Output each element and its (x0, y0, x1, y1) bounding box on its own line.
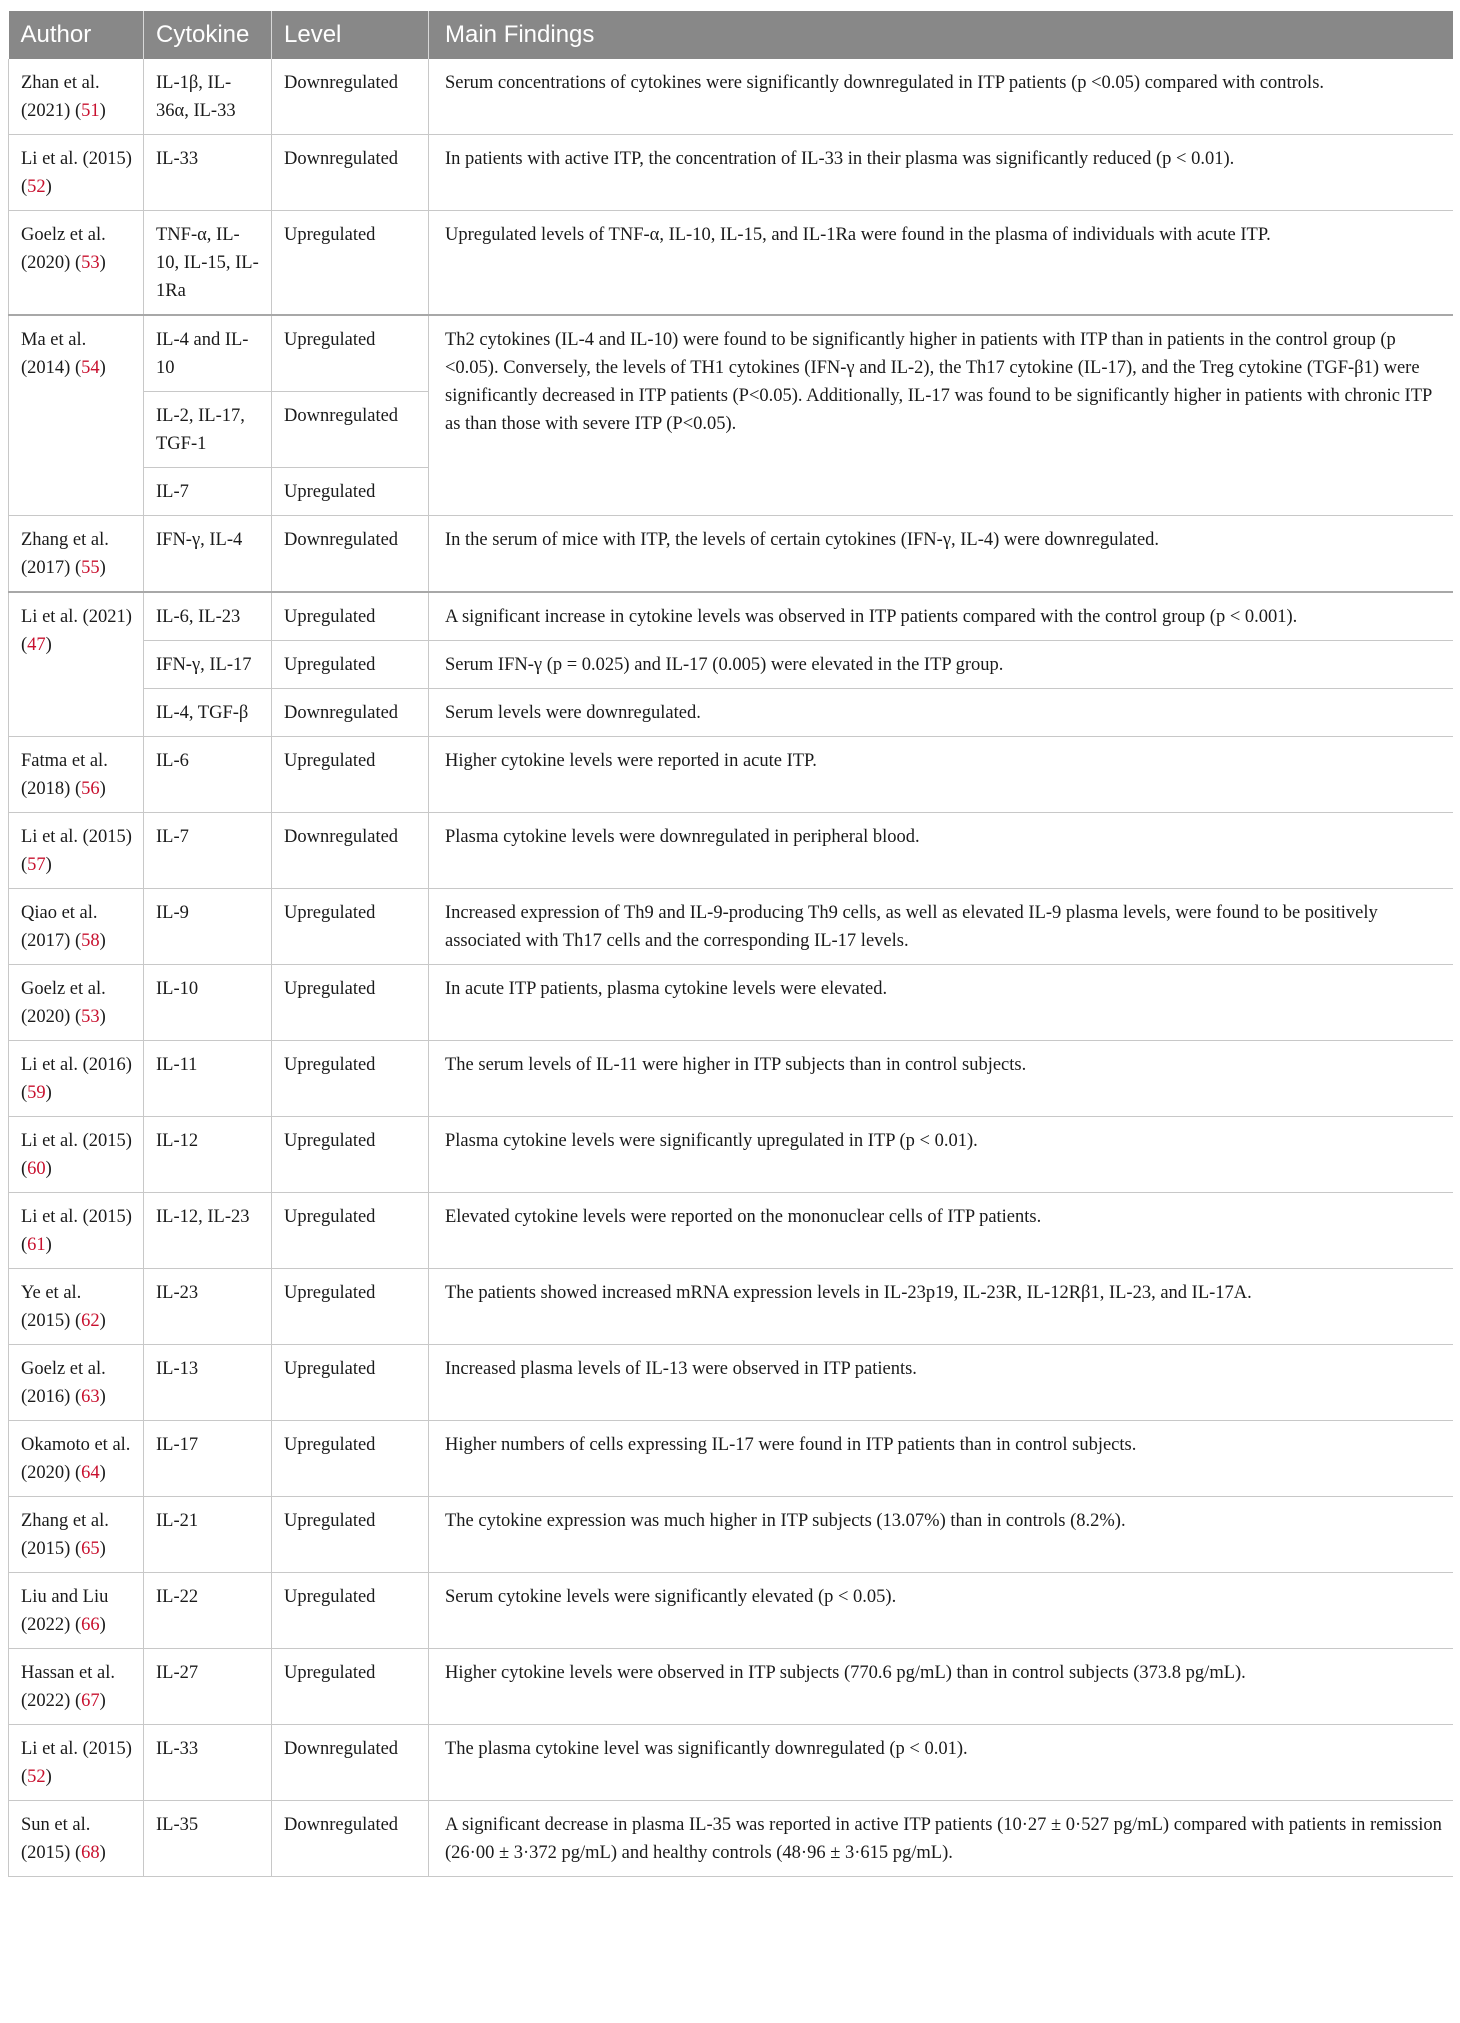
cytokine-cell-text: IL-10 (156, 979, 199, 999)
level-cell-text: Upregulated (284, 1511, 376, 1531)
author-cell: Li et al. (2021) (47) (9, 592, 144, 737)
table-body (9, 59, 1453, 1877)
author-cell: Li et al. (2016) (59) (9, 1041, 144, 1117)
level-cell (272, 59, 429, 135)
author-cell: Li et al. (2015) (57) (9, 813, 144, 889)
finding-cell (429, 1725, 1453, 1801)
cytokine-cell-text: TNF-α, IL-10, IL-15, IL-1Ra (156, 225, 259, 301)
header-row (9, 11, 1453, 59)
cytokine-cell (144, 1117, 272, 1193)
author-text: Hassan et al.(2022) (21, 1663, 116, 1711)
author-cell: Okamoto et al. (2020) (64) (9, 1421, 144, 1497)
level-cell-text: Downregulated (284, 406, 399, 426)
cytokine-cell (144, 315, 272, 392)
finding-cell (429, 689, 1453, 737)
finding-cell (429, 1573, 1453, 1649)
table-row (9, 737, 1453, 813)
finding-cell (429, 592, 1453, 641)
author-text: Li et al. (2015) (21, 827, 132, 847)
level-cell-text: Upregulated (284, 1359, 376, 1379)
level-cell (272, 1801, 429, 1877)
author-text: Li et al. (2015) (21, 149, 132, 169)
cytokine-cell (144, 1573, 272, 1649)
author-cell: Goelz et al. (2020) (53) (9, 965, 144, 1041)
finding-cell (429, 813, 1453, 889)
finding-cell (429, 1269, 1453, 1345)
author-cell: Qiao et al. (2017) (58) (9, 889, 144, 965)
finding-cell-text: Serum cytokine levels were significantly elevated (p < 0.05). (445, 1587, 897, 1607)
cytokine-cell (144, 135, 272, 211)
reference-link[interactable]: 47 (27, 635, 46, 655)
finding-cell (429, 965, 1453, 1041)
cytokine-cell (144, 737, 272, 813)
table-row (9, 1041, 1453, 1117)
cytokine-cell (144, 1193, 272, 1269)
header-level: Level (272, 11, 429, 59)
author-cell: Li et al. (2015) (60) (9, 1117, 144, 1193)
cytokine-cell (144, 1041, 272, 1117)
finding-cell (429, 1421, 1453, 1497)
author-text: Qiao et al. (2017) (21, 903, 98, 951)
cytokine-cell (144, 965, 272, 1041)
level-cell-text: Downregulated (284, 73, 399, 93)
finding-cell-text: Serum IFN-γ (p = 0.025) and IL-17 (0.005) were elevated in the ITP group. (445, 655, 1004, 675)
author-text: Goelz et al. (2020) (21, 979, 106, 1027)
table-row (9, 1269, 1453, 1345)
level-cell-text: Upregulated (284, 1283, 376, 1303)
cytokine-cell (144, 1269, 272, 1345)
finding-cell (429, 1497, 1453, 1573)
level-cell-text: Downregulated (284, 827, 399, 847)
finding-cell-text: The cytokine expression was much higher in ITP subjects (13.07%) than in controls (8.2%). (445, 1511, 1126, 1531)
cytokine-cell-text: IL-6, IL-23 (156, 607, 241, 627)
author-text: Ma et al. (2014) (21, 330, 87, 378)
finding-cell-text: Higher cytokine levels were reported in acute ITP. (445, 751, 817, 771)
reference-link[interactable]: 53 (81, 253, 100, 273)
reference-link[interactable]: 60 (27, 1159, 46, 1179)
table-row (9, 211, 1453, 316)
author-text: Sun et al. (2015) (21, 1815, 91, 1863)
cytokine-cell-text: IL-35 (156, 1815, 199, 1835)
reference-link[interactable]: 68 (81, 1843, 100, 1863)
table-row (9, 813, 1453, 889)
reference-link[interactable]: 52 (27, 1767, 46, 1787)
table-row (9, 641, 1453, 689)
level-cell-text: Upregulated (284, 607, 376, 627)
cytokine-cell (144, 813, 272, 889)
level-cell (272, 889, 429, 965)
author-cell: Li et al. (2015) (61) (9, 1193, 144, 1269)
reference-link[interactable]: 58 (81, 931, 100, 951)
cytokine-cell-text: IL-13 (156, 1359, 199, 1379)
table-row (9, 689, 1453, 737)
finding-cell-text: Th2 cytokines (IL-4 and IL-10) were found to be significantly higher in patients with ITP than in patients in the control group (p <0.05). Conversely, the levels of TH1 cytokines (IFN-γ and IL-2), the Th17 cytokine (IL-17), and the Treg cytokine (TGF-β1) were significantly decreased in ITP patients (P<0.05). Additionally, IL-17 was found to be significantly higher in patients with chronic ITP as than those with severe ITP (P<0.05). (445, 330, 1432, 434)
level-cell-text: Upregulated (284, 330, 376, 350)
author-text: Ye et al. (2015) (21, 1283, 82, 1331)
author-text: Zhang et al. (2015) (21, 1511, 109, 1559)
cytokine-cell-text: IFN-γ, IL-17 (156, 655, 252, 675)
cytokine-cell-text: IL-7 (156, 827, 189, 847)
finding-cell (429, 59, 1453, 135)
finding-cell-text: The patients showed increased mRNA expression levels in IL-23p19, IL-23R, IL-12Rβ1, IL-23, and IL-17A. (445, 1283, 1252, 1303)
author-text: Li et al. (2016) (21, 1055, 132, 1075)
author-text: Liu and Liu (2022) (21, 1587, 109, 1635)
level-cell-text: Upregulated (284, 979, 376, 999)
level-cell-text: Downregulated (284, 1739, 399, 1759)
table-row (9, 1421, 1453, 1497)
level-cell (272, 1725, 429, 1801)
level-cell-text: Upregulated (284, 1131, 376, 1151)
level-cell-text: Upregulated (284, 1435, 376, 1455)
reference-link[interactable]: 64 (81, 1463, 100, 1483)
finding-cell-text: Increased plasma levels of IL-13 were observed in ITP patients. (445, 1359, 917, 1379)
level-cell (272, 1573, 429, 1649)
header-author: Author (9, 11, 144, 59)
author-text: Fatma et al. (2018) (21, 751, 108, 799)
author-cell: Li et al. (2015) (52) (9, 135, 144, 211)
finding-cell (429, 1801, 1453, 1877)
level-cell (272, 592, 429, 641)
level-cell (272, 965, 429, 1041)
reference-link[interactable]: 65 (81, 1539, 100, 1559)
table-row (9, 516, 1453, 593)
author-cell: Zhan et al. (2021) (51) (9, 59, 144, 135)
cytokine-cell-text: IL-22 (156, 1587, 199, 1607)
reference-link[interactable]: 54 (81, 358, 100, 378)
level-cell (272, 1269, 429, 1345)
reference-link[interactable]: 53 (81, 1007, 100, 1027)
finding-cell (429, 1193, 1453, 1269)
cytokine-cell (144, 1801, 272, 1877)
reference-link[interactable]: 61 (27, 1235, 46, 1255)
finding-cell-text: Serum levels were downregulated. (445, 703, 701, 723)
cytokine-cell-text: IL-11 (156, 1055, 198, 1075)
level-cell-text: Upregulated (284, 1207, 376, 1227)
header-cytokine: Cytokine (144, 11, 272, 59)
author-cell: Fatma et al. (2018) (56) (9, 737, 144, 813)
cytokine-cell-text: IL-33 (156, 1739, 199, 1759)
header-main-findings: Main Findings (429, 11, 1453, 59)
cytokine-cell-text: IL-6 (156, 751, 189, 771)
reference-link[interactable]: 55 (81, 558, 100, 578)
reference-link[interactable]: 66 (81, 1615, 100, 1635)
level-cell-text: Upregulated (284, 1055, 376, 1075)
cytokine-cell-text: IL-4, TGF-β (156, 703, 249, 723)
finding-cell-text: Higher cytokine levels were observed in ITP subjects (770.6 pg/mL) than in control subjects (373.8 pg/mL). (445, 1663, 1246, 1683)
cytokine-cell (144, 392, 272, 468)
finding-cell-text: Plasma cytokine levels were significantly upregulated in ITP (p < 0.01). (445, 1131, 978, 1151)
author-text: Li et al. (2021) (21, 607, 132, 627)
level-cell (272, 689, 429, 737)
cytokine-cell-text: IFN-γ, IL-4 (156, 530, 243, 550)
cytokine-cell-text: IL-12 (156, 1131, 199, 1151)
finding-cell (429, 889, 1453, 965)
author-cell: Zhang et al. (2017) (55) (9, 516, 144, 593)
level-cell (272, 135, 429, 211)
level-cell-text: Downregulated (284, 149, 399, 169)
author-text: Zhan et al. (2021) (21, 73, 100, 121)
author-cell: Hassan et al.(2022) (67) (9, 1649, 144, 1725)
cytokine-cell-text: IL-17 (156, 1435, 199, 1455)
reference-link[interactable]: 57 (27, 855, 46, 875)
cytokine-cell (144, 516, 272, 593)
author-cell: Liu and Liu (2022) (66) (9, 1573, 144, 1649)
finding-cell-text: In acute ITP patients, plasma cytokine levels were elevated. (445, 979, 888, 999)
table-row (9, 315, 1453, 392)
author-text: Zhang et al. (2017) (21, 530, 109, 578)
finding-cell-text: Higher numbers of cells expressing IL-17 were found in ITP patients than in control subjects. (445, 1435, 1137, 1455)
table-row (9, 1649, 1453, 1725)
table-row (9, 889, 1453, 965)
cytokine-cell-text: IL-1β, IL-36α, IL-33 (156, 73, 236, 121)
cytokine-cell (144, 1725, 272, 1801)
level-cell-text: Upregulated (284, 225, 376, 245)
table-row (9, 1193, 1453, 1269)
cytokine-cell (144, 889, 272, 965)
cytokine-cell-text: IL-23 (156, 1283, 199, 1303)
finding-cell (429, 641, 1453, 689)
finding-cell (429, 315, 1453, 516)
level-cell-text: Upregulated (284, 655, 376, 675)
level-cell (272, 813, 429, 889)
level-cell (272, 1117, 429, 1193)
finding-cell-text: The plasma cytokine level was significantly downregulated (p < 0.01). (445, 1739, 968, 1759)
reference-link[interactable]: 62 (81, 1311, 100, 1331)
level-cell (272, 468, 429, 516)
table-row (9, 135, 1453, 211)
reference-link[interactable]: 67 (81, 1691, 100, 1711)
finding-cell-text: Increased expression of Th9 and IL-9-producing Th9 cells, as well as elevated IL-9 plasma levels, were found to be positively associated with Th17 cells and the corresponding IL-17 levels. (445, 903, 1378, 951)
reference-link[interactable]: 51 (81, 101, 100, 121)
level-cell-text: Upregulated (284, 903, 376, 923)
finding-cell (429, 135, 1453, 211)
author-cell: Ye et al. (2015) (62) (9, 1269, 144, 1345)
cytokine-cell-text: IL-4 and IL-10 (156, 330, 249, 378)
cytokine-cell (144, 468, 272, 516)
finding-cell (429, 1345, 1453, 1421)
author-text: Li et al. (2015) (21, 1131, 132, 1151)
level-cell (272, 1193, 429, 1269)
level-cell-text: Upregulated (284, 1663, 376, 1683)
finding-cell-text: The serum levels of IL-11 were higher in ITP subjects than in control subjects. (445, 1055, 1027, 1075)
author-cell: Sun et al. (2015) (68) (9, 1801, 144, 1877)
cytokine-cell-text: IL-33 (156, 149, 199, 169)
level-cell-text: Upregulated (284, 1587, 376, 1607)
cytokine-cell (144, 59, 272, 135)
cytokine-cell (144, 1497, 272, 1573)
cytokine-cell (144, 689, 272, 737)
reference-link[interactable]: 63 (81, 1387, 100, 1407)
cytokine-cell (144, 641, 272, 689)
cytokine-cell-text: IL-2, IL-17, TGF-1 (156, 406, 245, 454)
level-cell (272, 1649, 429, 1725)
reference-link[interactable]: 59 (27, 1083, 46, 1103)
finding-cell-text: In the serum of mice with ITP, the levels of certain cytokines (IFN-γ, IL-4) were downregulated. (445, 530, 1160, 550)
cytokine-cell-text: IL-12, IL-23 (156, 1207, 250, 1227)
level-cell-text: Upregulated (284, 482, 376, 502)
author-text: Goelz et al. (2020) (21, 225, 106, 273)
author-text: Li et al. (2015) (21, 1207, 132, 1227)
author-cell: Goelz et al. (2020) (53) (9, 211, 144, 316)
reference-link[interactable]: 56 (81, 779, 100, 799)
level-cell (272, 1421, 429, 1497)
finding-cell-text: In patients with active ITP, the concentration of IL-33 in their plasma was significantly reduced (p < 0.01). (445, 149, 1235, 169)
level-cell (272, 315, 429, 392)
level-cell (272, 392, 429, 468)
table-row (9, 1725, 1453, 1801)
table-row (9, 965, 1453, 1041)
level-cell (272, 737, 429, 813)
cytokine-cell-text: IL-21 (156, 1511, 199, 1531)
finding-cell-text: Serum concentrations of cytokines were significantly downregulated in ITP patients (p <0.05) compared with controls. (445, 73, 1325, 93)
level-cell (272, 1497, 429, 1573)
author-text: Goelz et al. (2016) (21, 1359, 106, 1407)
finding-cell-text: A significant increase in cytokine levels was observed in ITP patients compared with the control group (p < 0.001). (445, 607, 1298, 627)
finding-cell (429, 1041, 1453, 1117)
table-row (9, 1497, 1453, 1573)
cytokine-cell-text: IL-9 (156, 903, 189, 923)
finding-cell (429, 1117, 1453, 1193)
cytokine-cell (144, 592, 272, 641)
author-cell: Goelz et al. (2016) (63) (9, 1345, 144, 1421)
cytokine-cell-text: IL-7 (156, 482, 189, 502)
cytokine-table (8, 11, 1453, 1877)
table-header (9, 11, 1453, 59)
author-text: Okamoto et al. (2020) (21, 1435, 131, 1483)
table-row (9, 59, 1453, 135)
table-row (9, 1117, 1453, 1193)
author-cell: Ma et al. (2014) (54) (9, 315, 144, 516)
finding-cell-text: Upregulated levels of TNF-α, IL-10, IL-15, and IL-1Ra were found in the plasma of individuals with acute ITP. (445, 225, 1271, 245)
finding-cell-text: Plasma cytokine levels were downregulated in peripheral blood. (445, 827, 920, 847)
cytokine-cell (144, 1421, 272, 1497)
finding-cell (429, 211, 1453, 316)
finding-cell (429, 516, 1453, 593)
finding-cell-text: A significant decrease in plasma IL-35 was reported in active ITP patients (10·27 ± 0·527 pg/mL) compared with patients in remission (26·00 ± 3·372 pg/mL) and healthy controls (48·96 ± 3·615 pg/mL). (445, 1815, 1442, 1863)
table-row (9, 1801, 1453, 1877)
level-cell (272, 211, 429, 316)
finding-cell (429, 737, 1453, 813)
author-cell: Li et al. (2015) (52) (9, 1725, 144, 1801)
table-row (9, 592, 1453, 641)
table-row (9, 1345, 1453, 1421)
level-cell-text: Downregulated (284, 530, 399, 550)
level-cell-text: Downregulated (284, 703, 399, 723)
table-row (9, 1573, 1453, 1649)
author-cell: Zhang et al. (2015) (65) (9, 1497, 144, 1573)
cytokine-cell-text: IL-27 (156, 1663, 199, 1683)
finding-cell (429, 1649, 1453, 1725)
level-cell-text: Upregulated (284, 751, 376, 771)
level-cell (272, 641, 429, 689)
level-cell (272, 1345, 429, 1421)
finding-cell-text: Elevated cytokine levels were reported on the mononuclear cells of ITP patients. (445, 1207, 1042, 1227)
level-cell (272, 1041, 429, 1117)
cytokine-cell (144, 1649, 272, 1725)
level-cell (272, 516, 429, 593)
reference-link[interactable]: 52 (27, 177, 46, 197)
level-cell-text: Downregulated (284, 1815, 399, 1835)
cytokine-cell (144, 211, 272, 316)
author-text: Li et al. (2015) (21, 1739, 132, 1759)
cytokine-cell (144, 1345, 272, 1421)
